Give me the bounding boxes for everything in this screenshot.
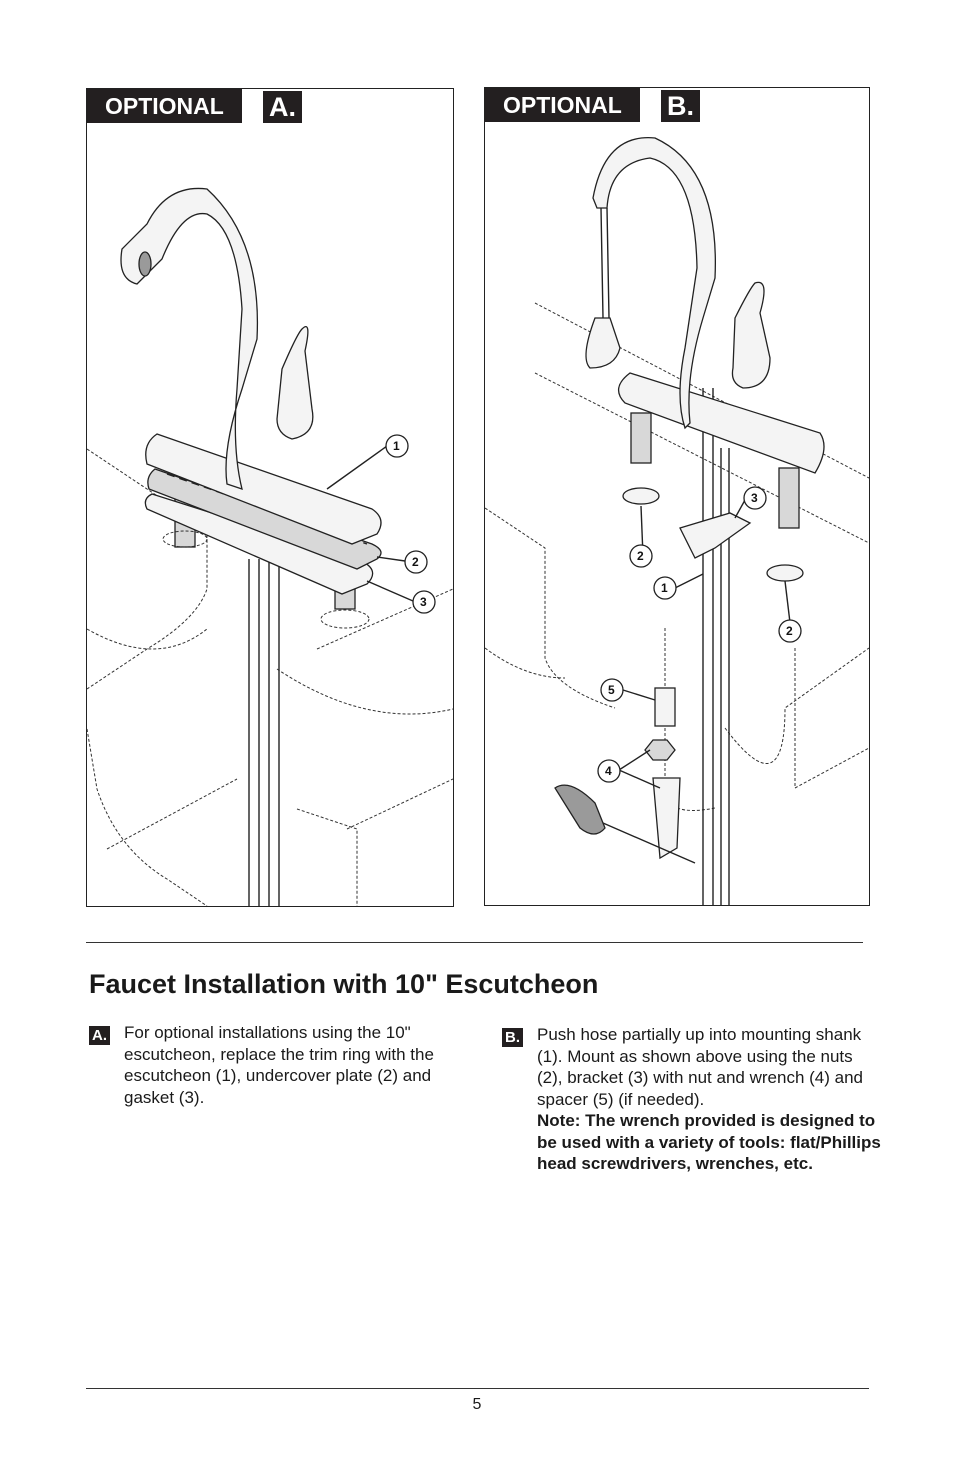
svg-text:1: 1	[393, 439, 400, 453]
optional-label: OPTIONAL	[87, 89, 242, 123]
step-text: For optional installations using the 10" escutcheon, replace the trim ring with the escutcheon (1), undercover plate (2) and gasket (3).	[124, 1023, 434, 1107]
callout-1	[654, 577, 676, 599]
svg-text:2: 2	[637, 549, 644, 563]
section-title: Faucet Installation with 10" Escutcheon	[89, 969, 599, 999]
panel-letter: B.	[661, 90, 700, 122]
figure-panel-a	[86, 88, 454, 907]
figure-panel-b	[484, 87, 870, 906]
section-divider	[86, 942, 863, 943]
step-text: Push hose partially up into mounting shank (1). Mount as shown above using the nuts (2), bracket (3) with nut and wrench (4) and spacer (5) (if needed).	[537, 1025, 863, 1109]
svg-text:1: 1	[661, 581, 668, 595]
step-badge: B.	[502, 1028, 523, 1047]
svg-text:3: 3	[420, 595, 427, 609]
step-badge: A.	[89, 1026, 110, 1045]
footer-divider	[86, 1388, 869, 1389]
svg-text:3: 3	[751, 491, 758, 505]
svg-text:5: 5	[608, 683, 615, 697]
callout-1	[386, 435, 408, 457]
step-content	[537, 1024, 882, 1175]
step-b	[502, 1024, 882, 1175]
callout-2	[630, 545, 652, 567]
faucet-mounting-illustration	[485, 88, 869, 905]
svg-text:2: 2	[786, 624, 793, 638]
step-note: Note: The wrench provided is designed to be used with a variety of tools: flat/Phillips head screwdrivers, wrenches, etc.	[537, 1111, 881, 1173]
callout-2	[405, 551, 427, 573]
svg-text:4: 4	[605, 764, 612, 778]
svg-text:2: 2	[412, 555, 419, 569]
callout-4	[598, 760, 620, 782]
panel-letter: A.	[263, 91, 302, 123]
optional-label: OPTIONAL	[485, 88, 640, 122]
callout-5	[601, 679, 623, 701]
faucet-escutcheon-illustration	[87, 89, 453, 906]
callout-2	[779, 620, 801, 642]
callout-3	[413, 591, 435, 613]
step-a	[89, 1022, 469, 1108]
page-number: 5	[472, 1396, 482, 1413]
callout-3	[744, 487, 766, 509]
